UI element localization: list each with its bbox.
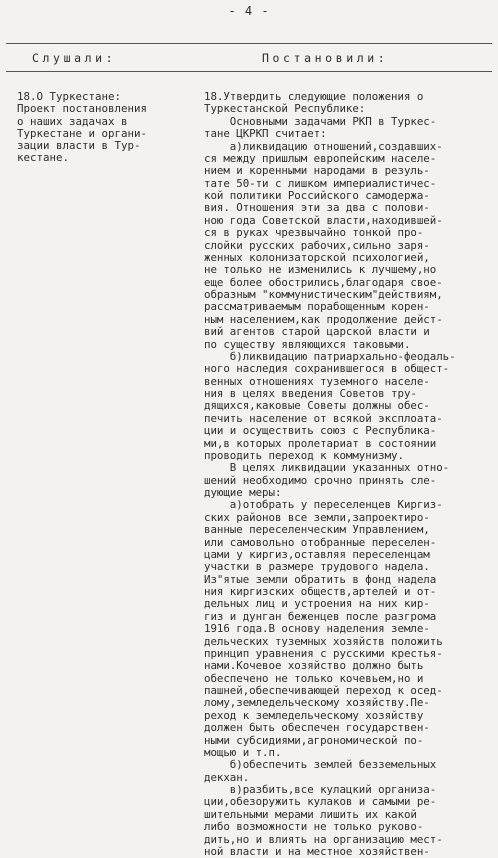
resolved-line: еще более обострились,благодаря свое- — [204, 275, 443, 289]
resolved-line: реход к земледельческому хозяйству — [204, 708, 424, 722]
resolved-line: кой политики Российского самодержа- — [204, 189, 430, 202]
heard-text: 18.О Туркестане: Проект постановления о наших задачах в Туркестане и органи- зации власти в Тур- кестане. — [17, 90, 148, 165]
resolved-line: ного наследия сохранившегося в общест- — [204, 362, 450, 376]
resolved-line: ся между пришлым европейским населе- — [204, 151, 437, 165]
resolved-line: печить население от всякой эксплоата- — [204, 411, 443, 425]
resolved-line: венных отношениях туземного населе- — [204, 374, 430, 388]
column-header-resolved: Постановили: — [262, 51, 389, 65]
resolved-line: ми,в которых пролетариат в состоянии — [204, 436, 437, 450]
resolved-line: В целях ликвидации указанных отно- — [204, 461, 450, 475]
resolved-line: шительными мерами лишить их какой — [204, 807, 417, 821]
resolved-line: Туркестанской Республике: — [204, 102, 366, 116]
header-bottom-rule — [6, 71, 492, 72]
resolved-line: ся в руках чрезвычайно тонкой про- — [204, 226, 424, 240]
resolved-line: дельных лиц и устроения на них кир- — [204, 597, 430, 611]
resolved-line: а)ликвидацию отношений,создавших- — [204, 139, 443, 153]
resolved-line: пашней,обеспечивающей переход к осед- — [204, 684, 443, 697]
resolved-line: а)отобрать у переселенцев Киргиз- — [204, 498, 443, 512]
resolved-line: в)разбить,все кулацкий организа- — [204, 783, 437, 796]
resolved-line: ции,обезоружить кулаков и самыми ре- — [204, 795, 437, 809]
resolved-line: дельческих туземных хозяйств положить — [204, 634, 443, 648]
resolved-line: обеспечено не только кочевьем,но и — [204, 671, 424, 685]
column-header-heard: Слушали: — [32, 51, 117, 65]
header-top-rule — [6, 43, 492, 44]
resolved-line: вия. Отношения эти за два с полови- — [204, 201, 430, 215]
resolved-line: цами у киргиз,оставляя переселенцам — [204, 547, 430, 561]
resolved-line: ции и осуществить союз с Республика- — [204, 424, 437, 438]
resolved-line: б)обеспечить землей безземельных — [204, 758, 437, 772]
resolved-line: не только не изменились к лучшему,но — [204, 263, 437, 277]
resolved-line: 1916 года.В основу наделения земле- — [204, 622, 430, 636]
resolved-line: ния киргизских обществ,артелей и от- — [204, 585, 437, 598]
resolved-line: рассматриваемым порабощенным корен- — [204, 300, 430, 314]
resolved-line: ными субсидиями,агрономической по- — [204, 733, 424, 747]
resolved-line: ной власти и на местное хозяйствен- — [204, 844, 430, 858]
resolved-line: или самовольно отобранные переселен- — [204, 535, 437, 549]
resolved-line: ния в целях введения Советов тру- — [204, 387, 417, 400]
resolved-line: должен быть обеспечен государствен- — [204, 721, 430, 735]
resolved-line: образным "коммунистическим"действиям, — [204, 288, 443, 301]
resolved-line: 18.Утвердить следующие положения о — [204, 90, 424, 103]
resolved-line: ских районов все земли,запроектиро- — [204, 510, 430, 524]
resolved-line: вий агентов старой царской власти и — [204, 325, 430, 339]
resolved-line: проводить переход к коммунизму. — [204, 448, 404, 462]
resolved-text — [204, 91, 494, 858]
resolved-line: лому,земледельческому хозяйству.Пе- — [204, 696, 430, 710]
resolved-line: нием и коренными народами в резуль- — [204, 164, 430, 178]
resolved-line: дить,но и влиять на организацию мест- — [204, 832, 443, 846]
page-number: - 4 - — [228, 4, 270, 18]
resolved-line: принцип уравнения с русскими крестья- — [204, 646, 443, 660]
resolved-line: декхан. — [204, 770, 250, 784]
resolved-line: женных колонизаторской психологией, — [204, 250, 430, 264]
resolved-line: либо возможности не только руково- — [204, 820, 424, 834]
resolved-line: дующие меры: — [204, 486, 282, 499]
resolved-line: Основными задачами РКП в Туркес- — [204, 114, 437, 128]
resolved-line: слойки русских рабочих,сильно заря- — [204, 238, 430, 252]
resolved-line: дящихся,каковые Советы должны обес- — [204, 399, 430, 413]
resolved-line: б)ликвидацию патриархально-феодаль- — [204, 349, 456, 363]
resolved-line: нами.Кочевое хозяйство должно быть — [204, 659, 424, 673]
resolved-line: тате 50-ти с лишком империалистичес- — [204, 176, 437, 190]
resolved-line: ным населением,как продолжение дейст- — [204, 312, 443, 326]
resolved-line: участки в размере трудового надела. — [204, 560, 430, 574]
resolved-line: ванные переселенческим Управлением, — [204, 523, 430, 537]
resolved-line: тане ЦКРКП считает: — [204, 127, 327, 141]
resolved-line: гиз и дунган беженцев после разгрома — [204, 609, 437, 623]
resolved-line: шений необходимо срочно принять сле- — [204, 473, 437, 487]
resolved-line: по существу являющихся таковыми. — [204, 337, 411, 351]
resolved-line: Из"ятые земли обратить в фонд надела — [204, 572, 437, 586]
resolved-line: мощью и т.п. — [204, 745, 282, 759]
resolved-line: ною года Советской власти,находившей- — [204, 213, 443, 227]
